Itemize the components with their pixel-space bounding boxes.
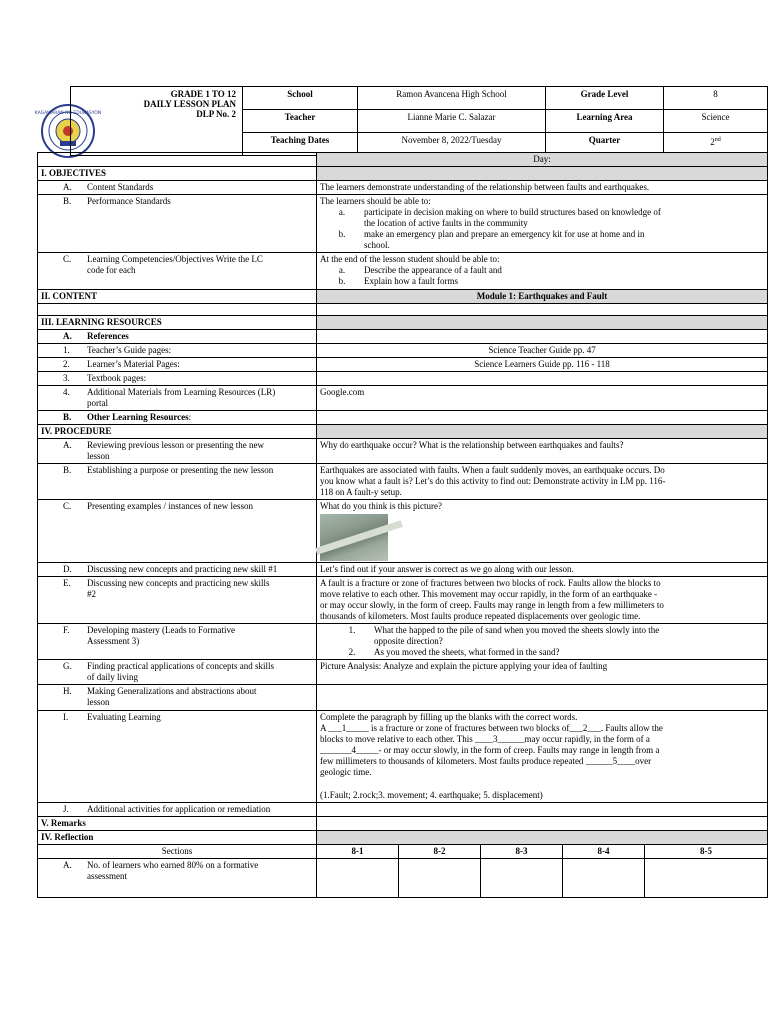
grade-level-value: 8 [664, 87, 768, 110]
other-resources-label: B. Other Learning Resources: [38, 411, 317, 425]
content-spacer-value [317, 304, 768, 316]
row-label: Performance Standards [87, 196, 171, 206]
competencies-value [317, 253, 768, 290]
competencies-intro: At the end of the lesson student should be able to: [320, 254, 500, 264]
row-letter: C. [63, 254, 72, 264]
list-item: 1. What the happed to the pile of sand when you moved the sheets slowly into the opposite direction? [348, 625, 660, 646]
procedure-d-label: D. Discussing new concepts and practicing new skill #1 [38, 563, 317, 577]
resources-heading: III. LEARNING RESOURCES [38, 316, 317, 330]
teaching-dates-value: November 8, 2022/Tuesday [358, 133, 546, 156]
procedure-f-label: F. Developing mastery (Leads to Formative Assessment 3) [38, 624, 317, 660]
section-cell [481, 859, 563, 898]
plan-title-number: DLP No. 2 [196, 109, 236, 119]
section-cell [317, 859, 399, 898]
row-letter: B. [63, 196, 72, 206]
additional-materials-label: 4. Additional Materials from Learning Resources (LR) portal [38, 386, 317, 411]
remarks-heading: V. Remarks [38, 817, 317, 831]
performance-standards-label [38, 195, 317, 253]
content-spacer [38, 304, 317, 316]
quarter-label: Quarter [546, 133, 664, 156]
section-header: 8-4 [563, 845, 645, 859]
resources-heading-fill [317, 316, 768, 330]
procedure-g-value: Picture Analysis: Analyze and explain the picture applying your idea of faulting [317, 660, 768, 685]
list-item: b. make an emergency plan and prepare an emergency kit for use at home and in school. [338, 229, 645, 250]
quarter-suffix: nd [714, 137, 721, 143]
module-title: Module 1: Earthquakes and Fault [317, 290, 768, 304]
section-header: 8-3 [481, 845, 563, 859]
procedure-h-value [317, 685, 768, 711]
references-value [317, 330, 768, 344]
procedure-e-value: A fault is a fracture or zone of fractures between two blocks of rock. Faults allow the blocks to move relative to each other. This movement may occur rapidly, in the form of an earthquake - or may occur slowly, in the form of creep. Faults may range in length from a few millimeters to thousands of kilometers. Most faults produce repeated displacements over geologic time. [317, 577, 768, 624]
section-header: 8-1 [317, 845, 399, 859]
teacher-label: Teacher [243, 110, 358, 133]
procedure-i-value: Complete the paragraph by filling up the blanks with the correct words. A ___1_____ is a fracture or zone of fractures between two blocks of___2___. Faults allow the blocks to move relative to each other. This ____3______may occur rapidly, in the form of a _______4_____- or may occur slowly, in the form of creep. Faults may range in length from a few millimeters to thousands of kilometers. Most faults produce repeated ______5____over geologic time. (1.Fault; 2.rock;3. movement; 4. earthquake; 5. displacement) [317, 711, 768, 803]
reflection-a-label: A. No. of learners who earned 80% on a formative assessment [38, 859, 317, 898]
procedure-h-label: H. Making Generalizations and abstractions about lesson [38, 685, 317, 711]
content-standards-value: The learners demonstrate understanding of the relationship between faults and earthquakes. [317, 181, 768, 195]
learning-area-value: Science [664, 110, 768, 133]
row-label: Content Standards [87, 182, 154, 192]
procedure-heading-fill [317, 425, 768, 439]
section-header: 8-2 [399, 845, 481, 859]
fault-photo [320, 514, 388, 561]
performance-intro: The learners should be able to: [320, 196, 431, 206]
reflection-heading-fill [317, 831, 768, 845]
competencies-label: C. Learning Competencies/Objectives Write the LC code for each [38, 253, 317, 290]
procedure-a-label: A. Reviewing previous lesson or presenting the new lesson [38, 439, 317, 464]
section-header: 8-5 [645, 845, 768, 859]
performance-standards-value [317, 195, 768, 253]
teacher-value: Lianne Marie C. Salazar [358, 110, 546, 133]
objectives-heading: I. OBJECTIVES [38, 167, 317, 181]
teaching-dates-label: Teaching Dates [243, 133, 358, 156]
list-item: b. Explain how a fault forms [338, 276, 458, 286]
additional-materials-value: Google.com [317, 386, 768, 411]
plan-title-cell [71, 87, 243, 156]
objectives-heading-fill [317, 167, 768, 181]
other-resources-value [317, 411, 768, 425]
procedure-b-value: Earthquakes are associated with faults. When a fault suddenly moves, an earthquake occurs. Do you know what a fault is? Let’s do this activity to find out: Demonstrate activity in LM pp. 116- 118 on A fault-y setup. [317, 464, 768, 500]
svg-text:KAGAWARAN NG EDUKASYON: KAGAWARAN NG EDUKASYON [34, 111, 102, 116]
lesson-plan-table [37, 152, 768, 898]
procedure-j-label: J. Additional activities for application or remediation [38, 803, 317, 817]
procedure-c-label: C. Presenting examples / instances of new lesson [38, 500, 317, 563]
references-label: A. References [38, 330, 317, 344]
procedure-e-label: E. Discussing new concepts and practicing new skills #2 [38, 577, 317, 624]
grade-level-label: Grade Level [546, 87, 664, 110]
procedure-heading: IV. PROCEDURE [38, 425, 317, 439]
list-item: a. Describe the appearance of a fault and [338, 265, 502, 275]
school-label: School [243, 87, 358, 110]
reflection-heading: IV. Reflection [38, 831, 317, 845]
procedure-i-label: I. Evaluating Learning [38, 711, 317, 803]
plan-title-dlp: DAILY LESSON PLAN [143, 99, 236, 109]
section-cell [399, 859, 481, 898]
content-heading: II. CONTENT [38, 290, 317, 304]
procedure-b-label: B. Establishing a purpose or presenting the new lesson [38, 464, 317, 500]
procedure-d-value: Let’s find out if your answer is correct as we go along with our lesson. [317, 563, 768, 577]
textbook-pages-label: 3. Textbook pages: [38, 372, 317, 386]
teachers-guide-value: Science Teacher Guide pp. 47 [317, 344, 768, 358]
procedure-j-value [317, 803, 768, 817]
learners-material-value: Science Learners Guide pp. 116 - 118 [317, 358, 768, 372]
day-label-spacer [38, 153, 317, 167]
plan-title-grade: GRADE 1 TO 12 [170, 89, 236, 99]
row-letter: A. [63, 182, 72, 192]
procedure-g-label: G. Finding practical applications of concepts and skills of daily living [38, 660, 317, 685]
remarks-value [317, 817, 768, 831]
procedure-f-value [317, 624, 768, 660]
school-value: Ramon Avancena High School [358, 87, 546, 110]
quarter-number: 2 [710, 137, 715, 147]
section-cell [645, 859, 768, 898]
procedure-a-value: Why do earthquake occur? What is the relationship between earthquakes and faults? [317, 439, 768, 464]
procedure-c-value: What do you think is this picture? [317, 500, 768, 563]
section-cell [563, 859, 645, 898]
answer-key: (1.Fault; 2.rock;3. movement; 4. earthquake; 5. displacement) [320, 790, 543, 800]
learners-material-label: 2. Learner’s Material Pages: [38, 358, 317, 372]
list-item: a. participate in decision making on where to build structures based on knowledge of the location of active faults in the community [338, 207, 661, 228]
teachers-guide-label: 1. Teacher’s Guide pages: [38, 344, 317, 358]
list-item: 2. As you moved the sheets, what formed in the sand? [348, 647, 560, 657]
content-standards-label [38, 181, 317, 195]
sections-label: Sections [38, 845, 317, 859]
header-table [70, 86, 768, 156]
textbook-pages-value [317, 372, 768, 386]
learning-area-label: Learning Area [546, 110, 664, 133]
day-label: Day: [317, 153, 768, 167]
